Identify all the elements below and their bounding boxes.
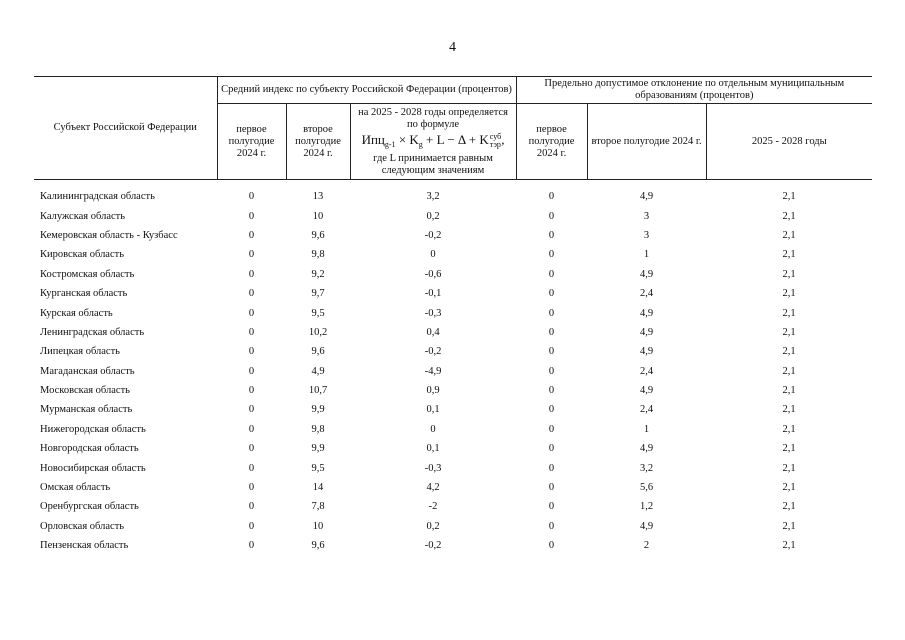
dev-h1-cell: 0 [548,540,555,552]
region-cell: Кемеровская область - Кузбасс [40,229,178,241]
avg-h1-cell: 0 [248,229,255,241]
dev-h1-cell: 0 [548,365,555,377]
avg-h2-cell: 9,9 [311,404,325,416]
dev-h2-cell: 3 [643,229,650,241]
dev-2025-2028-cell: 2,1 [782,423,796,435]
dev-h2-cell: 4,9 [639,268,654,280]
avg-h2-cell: 9,6 [311,540,325,552]
dev-h1-cell: 0 [548,501,555,513]
dev-h2-cell: 4,9 [639,307,654,319]
dev-h2-cell: 3,2 [639,462,654,474]
table-header [34,77,872,180]
index-table [34,76,872,555]
avg-h1-cell: 0 [248,346,255,358]
l-value-cell: -0,2 [424,346,442,358]
table-row [34,362,872,381]
region-cell: Кировская область [40,249,125,261]
avg-h1-cell: 0 [248,249,255,261]
table-row [34,400,872,419]
table-row [34,226,872,245]
region-cell: Курганская область [40,288,128,300]
dev-h2-cell: 5,6 [639,482,654,494]
avg-h2-cell: 13 [312,191,324,203]
region-cell: Орловская область [40,520,125,532]
avg-h1-cell: 0 [248,501,255,513]
region-cell: Оренбургская область [40,501,139,513]
l-value-cell: -2 [428,501,438,513]
dev-h1-cell: 0 [548,482,555,494]
dev-h1-cell: 0 [548,462,555,474]
l-value-cell: 0,1 [426,443,440,455]
dev-h1-cell: 0 [548,229,555,241]
dev-2025-2028-cell: 2,1 [782,346,796,358]
dev-2025-2028-cell: 2,1 [782,307,796,319]
avg-h2-cell: 9,2 [311,268,325,280]
dev-2025-2028-cell: 2,1 [782,268,796,280]
table-row [34,323,872,342]
l-value-cell: -4,9 [424,365,442,377]
l-value-cell: 0,4 [426,326,440,338]
dev-h2-cell: 4,9 [639,443,654,455]
avg-h1-cell: 0 [248,326,255,338]
header-dev-2025-2028: 2025 - 2028 годы [706,104,872,180]
table-row [34,284,872,303]
dev-h1-cell: 0 [548,346,555,358]
dev-h1-cell: 0 [548,191,555,203]
dev-2025-2028-cell: 2,1 [782,520,796,532]
avg-h1-cell: 0 [248,482,255,494]
avg-h2-cell: 10,2 [308,326,328,338]
dev-h2-cell: 2,4 [639,404,654,416]
dev-2025-2028-cell: 2,1 [782,462,796,474]
table-row [34,420,872,439]
header-dev-h2-2024: второе полугодие 2024 г. [587,104,706,180]
table-row [34,381,872,400]
avg-h1-cell: 0 [248,191,255,203]
dev-2025-2028-cell: 2,1 [782,229,796,241]
dev-h2-cell: 4,9 [639,326,654,338]
dev-h2-cell: 1,2 [639,501,654,513]
avg-h1-cell: 0 [248,423,255,435]
dev-h1-cell: 0 [548,210,555,222]
avg-h2-cell: 7,8 [311,501,325,513]
table-row [34,458,872,477]
dev-2025-2028-cell: 2,1 [782,191,796,203]
region-cell: Магаданская область [40,365,135,377]
table-row [34,439,872,458]
region-cell: Ленинградская область [40,326,145,338]
dev-h1-cell: 0 [548,326,555,338]
dev-h1-cell: 0 [548,520,555,532]
header-avg-index: Средний индекс по субъекту Российской Федерации (процентов) [217,77,516,104]
avg-h1-cell: 0 [248,520,255,532]
l-value-cell: 0 [430,423,436,435]
avg-h1-cell: 0 [248,365,255,377]
avg-h2-cell: 9,6 [311,346,325,358]
avg-h1-cell: 0 [248,307,255,319]
dev-h2-cell: 4,9 [639,520,654,532]
region-cell: Омская область [40,482,111,494]
dev-h2-cell: 4,9 [639,385,654,397]
dev-h1-cell: 0 [548,443,555,455]
dev-2025-2028-cell: 2,1 [782,365,796,377]
avg-h1-cell: 0 [248,540,255,552]
region-cell: Калужская область [40,210,126,222]
l-value-cell: 0,2 [426,210,440,222]
dev-h1-cell: 0 [548,288,555,300]
avg-h2-cell: 10 [312,210,324,222]
l-value-cell: 4,2 [426,482,440,494]
region-cell: Новосибирская область [40,462,146,474]
dev-h2-cell: 1 [643,423,650,435]
dev-2025-2028-cell: 2,1 [782,482,796,494]
dev-h2-cell: 2,4 [639,365,654,377]
avg-h1-cell: 0 [248,268,255,280]
table-row [34,478,872,497]
table-body [34,180,872,556]
l-value-cell: -0,6 [424,268,442,280]
region-cell: Курская область [40,307,113,319]
formula: $Ипц_{g-1} \times K_g + L - \Delta + K$ суб тэр , [361,131,505,149]
dev-h2-cell: 4,9 [639,191,654,203]
dev-2025-2028-cell: 2,1 [782,443,796,455]
region-cell: Московская область [40,385,130,397]
avg-h1-cell: 0 [248,462,255,474]
formula-note: где L принимается равным следующим значениям [373,152,493,176]
avg-h2-cell: 10 [312,520,324,532]
l-value-cell: 0,2 [426,520,440,532]
l-value-cell: 3,2 [426,191,440,203]
dev-h1-cell: 0 [548,385,555,397]
l-value-cell: -0,3 [424,462,442,474]
header-avg-h1-2024: первое полугодие 2024 г. [217,104,286,180]
region-cell: Костромская область [40,268,135,280]
avg-h2-cell: 9,6 [311,229,325,241]
table-row [34,517,872,536]
dev-h1-cell: 0 [548,423,555,435]
avg-h2-cell: 14 [312,482,324,494]
dev-2025-2028-cell: 2,1 [782,288,796,300]
table-row [34,342,872,361]
dev-2025-2028-cell: 2,1 [782,210,796,222]
avg-h1-cell: 0 [248,404,255,416]
dev-2025-2028-cell: 2,1 [782,326,796,338]
header-formula-cell [350,104,516,180]
header-max-deviation: Предельно допустимое отклонение по отдельным муниципальным образованиям (процентов) [516,77,872,104]
header-subject: Субъект Российской Федерации [34,77,217,180]
region-cell: Нижегородская область [40,423,146,435]
avg-h2-cell: 10,7 [308,385,328,397]
l-value-cell: 0 [430,249,436,261]
table-row [34,497,872,516]
l-value-cell: -0,2 [424,229,442,241]
formula-intro: на 2025 - 2028 годы определяется по формуле [358,106,508,130]
table-row [34,187,872,206]
dev-2025-2028-cell: 2,1 [782,404,796,416]
avg-h1-cell: 0 [248,443,255,455]
dev-2025-2028-cell: 2,1 [782,540,796,552]
table-row [34,303,872,322]
page-number: 4 [449,40,456,55]
l-value-cell: -0,3 [424,307,442,319]
dev-h1-cell: 0 [548,249,555,261]
avg-h1-cell: 0 [248,210,255,222]
l-value-cell: -0,1 [424,288,442,300]
l-value-cell: -0,2 [424,540,442,552]
region-cell: Липецкая область [40,346,120,358]
l-value-cell: 0,1 [426,404,440,416]
avg-h2-cell: 9,8 [311,249,325,261]
dev-h2-cell: 4,9 [639,346,654,358]
dev-h2-cell: 2 [643,540,650,552]
region-cell: Пензенская область [40,540,129,552]
avg-h2-cell: 9,9 [311,443,325,455]
avg-h2-cell: 9,8 [311,423,325,435]
dev-2025-2028-cell: 2,1 [782,249,796,261]
region-cell: Новгородская область [40,443,139,455]
region-cell: Калининградская область [40,191,155,203]
table-row [34,245,872,264]
dev-h1-cell: 0 [548,307,555,319]
region-cell: Мурманская область [40,404,133,416]
avg-h1-cell: 0 [248,385,255,397]
header-dev-h1-2024: первое полугодие 2024 г. [516,104,587,180]
header-avg-h2-2024: второе полугодие 2024 г. [286,104,350,180]
dev-h2-cell: 1 [643,249,650,261]
avg-h1-cell: 0 [248,288,255,300]
dev-2025-2028-cell: 2,1 [782,385,796,397]
table-row [34,536,872,555]
dev-h2-cell: 2,4 [639,288,654,300]
dev-h1-cell: 0 [548,404,555,416]
table-row [34,265,872,284]
avg-h2-cell: 9,5 [311,462,325,474]
dev-2025-2028-cell: 2,1 [782,501,796,513]
l-value-cell: 0,9 [426,385,440,397]
table-row [34,206,872,225]
avg-h2-cell: 9,5 [311,307,325,319]
dev-h1-cell: 0 [548,268,555,280]
avg-h2-cell: 4,9 [311,365,325,377]
avg-h2-cell: 9,7 [311,288,325,300]
dev-h2-cell: 3 [643,210,650,222]
